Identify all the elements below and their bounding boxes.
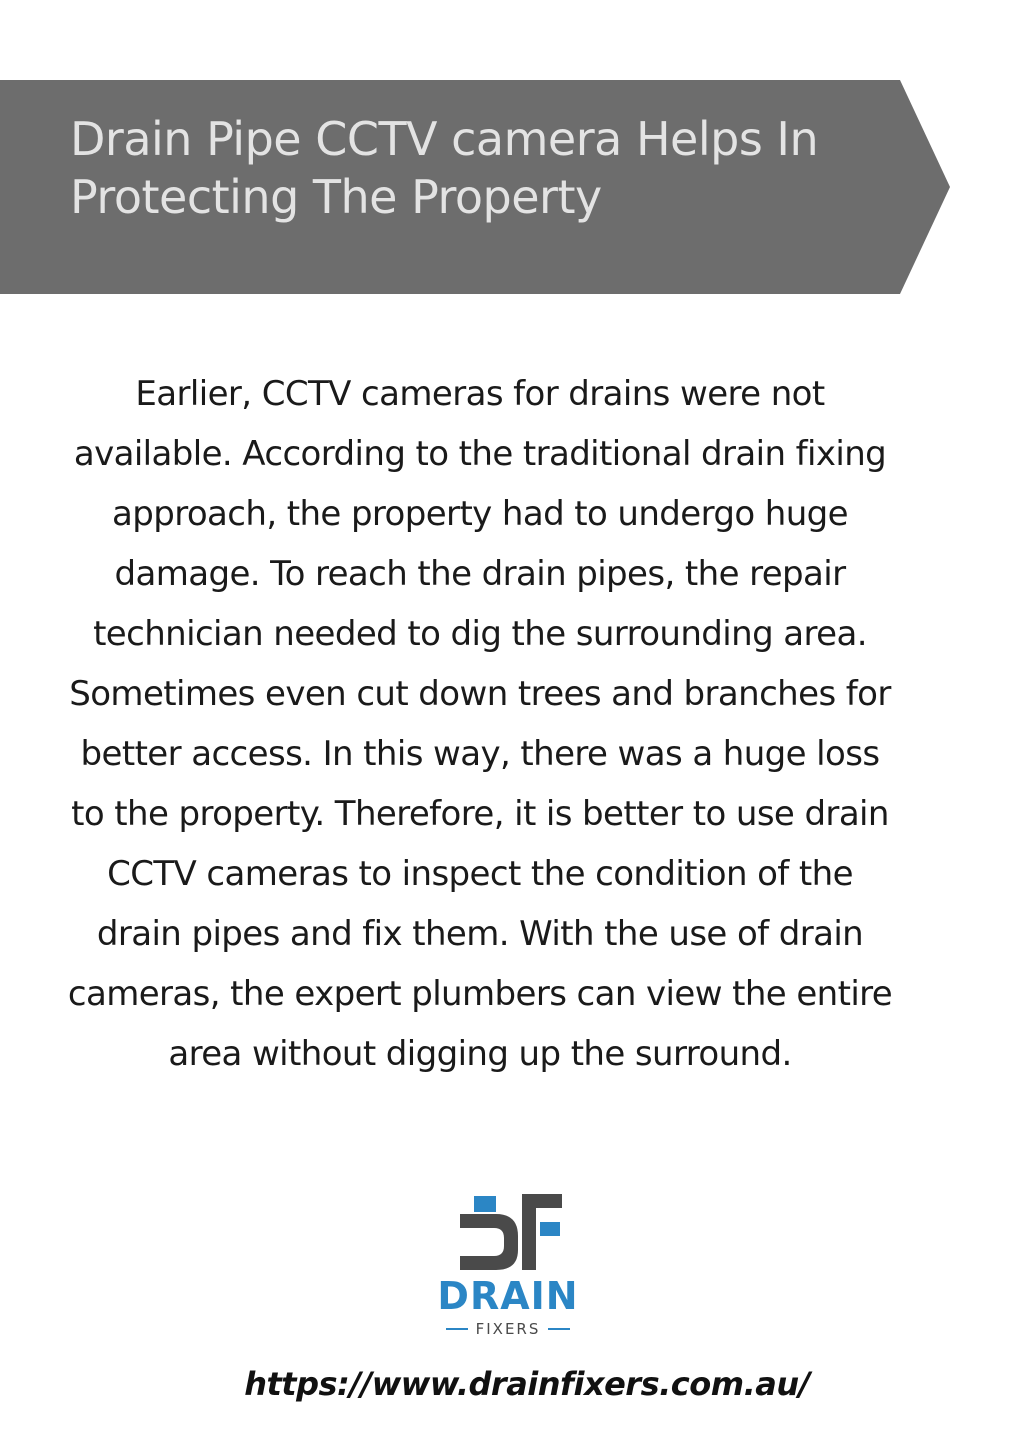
logo-subtitle-text: FIXERS: [475, 1320, 541, 1338]
website-link[interactable]: https://www.drainfixers.com.au/: [244, 1365, 810, 1403]
logo-subtitle: [418, 1320, 598, 1338]
logo-wordmark: DRAIN: [437, 1274, 579, 1318]
drain-fixers-df-icon: [450, 1190, 566, 1272]
logo-left-rule: [446, 1328, 468, 1330]
logo-right-rule: [548, 1328, 570, 1330]
page-title: Drain Pipe CCTV camera Helps In Protecting The Property: [70, 112, 819, 224]
brand-logo: [418, 1190, 598, 1350]
body-paragraph: Earlier, CCTV cameras for drains were not available. According to the traditional drain fixing approach, the property had to undergo huge damage. To reach the drain pipes, the repair technician needed to dig the surrounding area. Sometimes even cut down trees and branches for better access. In this way, there was a huge loss to the property. Therefore, it is better to use drain CCTV cameras to inspect the condition of the drain pipes and fix them. With the use of drain cameras, the expert plumbers can view the entire area without digging up the surround.: [67, 374, 893, 1074]
